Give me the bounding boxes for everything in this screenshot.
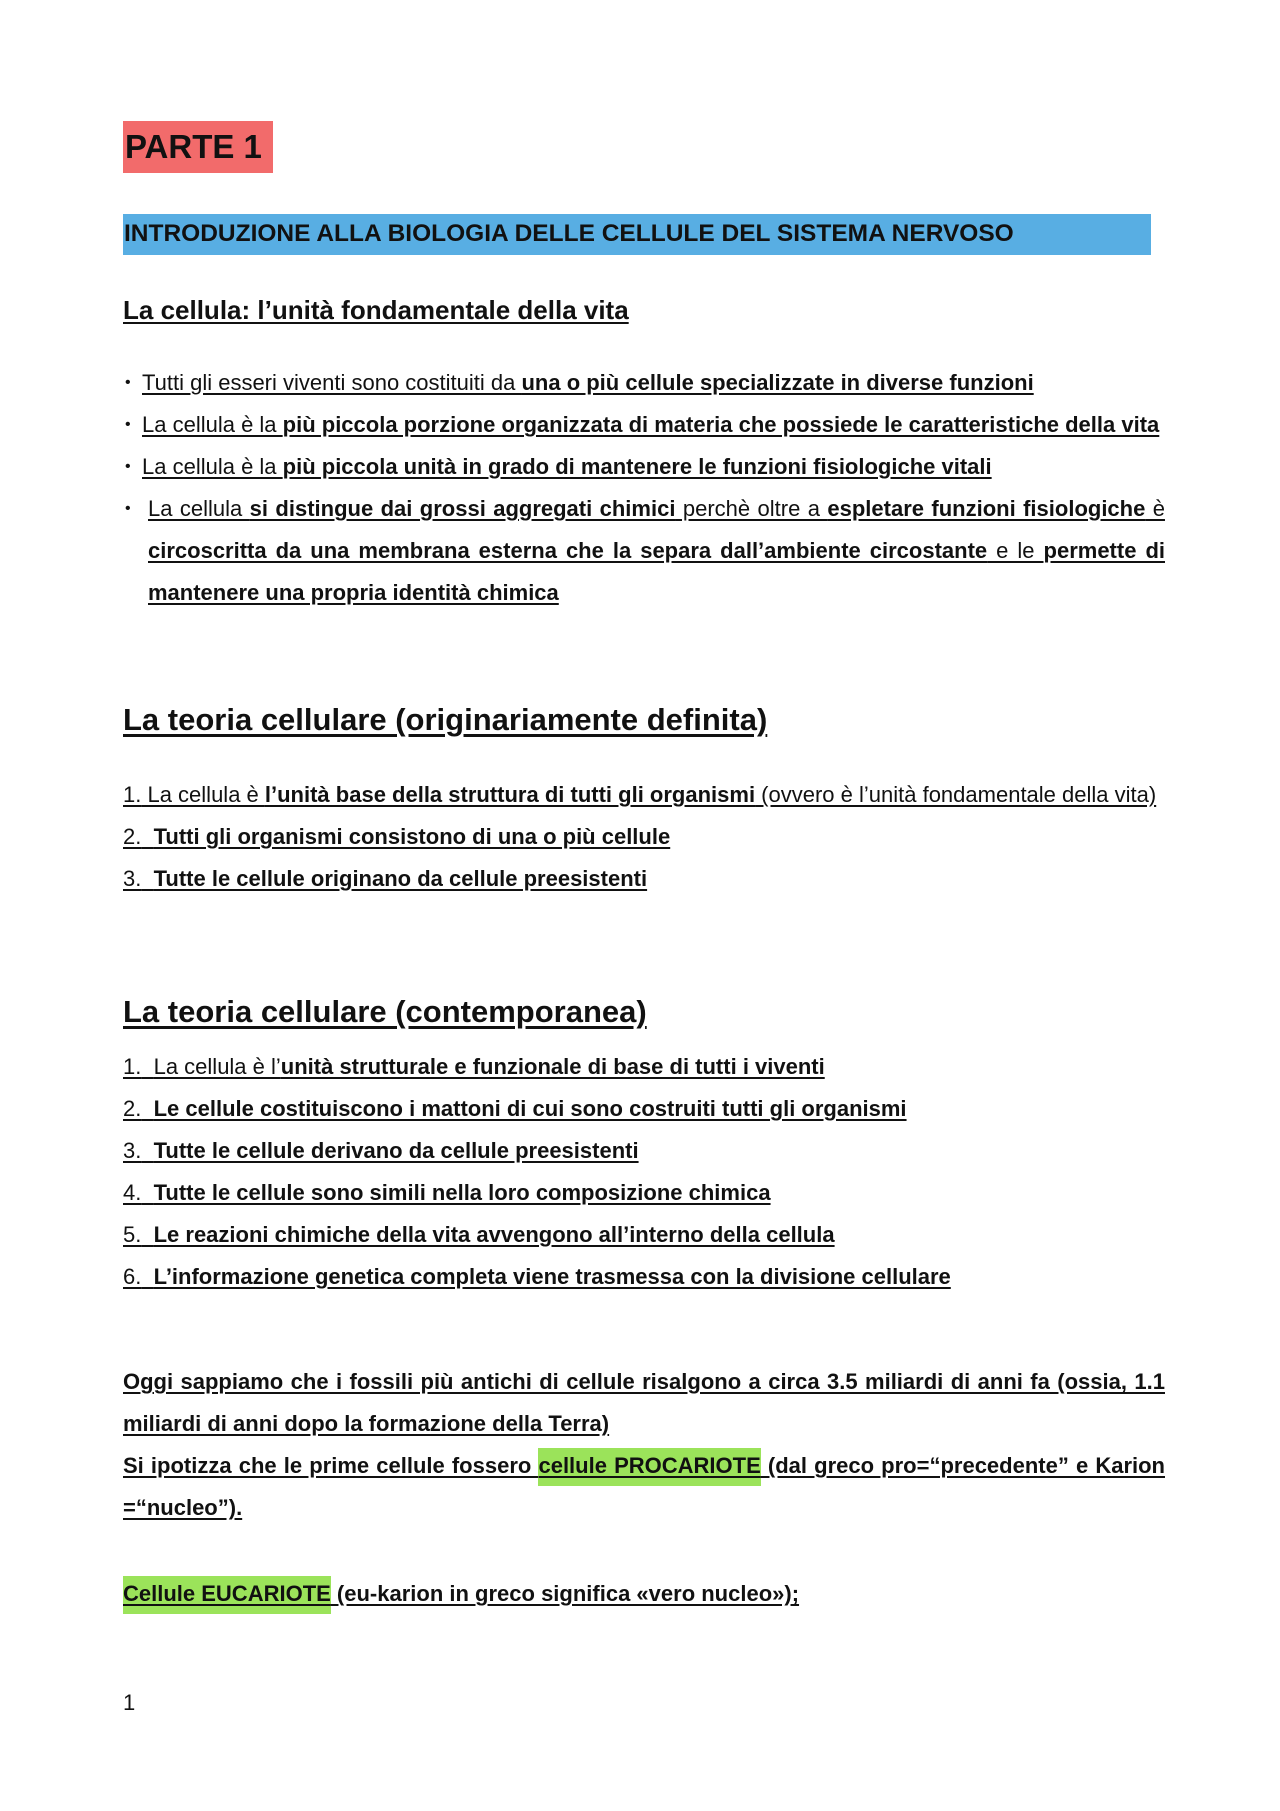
list-item: 4. Tutte le cellule sono simili nella loro composizione chimica [123,1180,771,1205]
theory-original-list [123,774,1165,900]
section-banner: INTRODUZIONE ALLA BIOLOGIA DELLE CELLULE DEL SISTEMA NERVOSO [123,214,1151,255]
list-item: 3. Tutte le cellule derivano da cellule preesistenti [123,1138,639,1163]
list-item: 1. La cellula è l’unità strutturale e funzionale di base di tutti i viventi [123,1054,825,1079]
bullet-icon: • [125,374,131,391]
theory-modern-list [123,1046,1165,1298]
theory-modern-heading: La teoria cellulare (contemporanea) [123,994,647,1029]
list-item: 1. La cellula è l’unità base della struttura di tutti gli organismi (ovvero è l’unità fondamentale della vita) [123,782,1157,807]
eucariote-highlight: Cellule EUCARIOTE [123,1576,331,1614]
cell-heading: La cellula: l’unità fondamentale della vita [123,295,629,325]
procariote-paragraph: Si ipotizza che le prime cellule fossero cellule PROCARIOTE (dal greco pro=“precedente” e Karion =“nucleo”). [123,1445,1165,1529]
page-number: 1 [123,1690,136,1715]
cell-bullet-list [123,362,1165,614]
theory-original-heading: La teoria cellulare (originariamente definita) [123,702,768,737]
bullet-icon: • [125,500,131,517]
fossils-paragraph: Oggi sappiamo che i fossili più antichi di cellule risalgono a circa 3.5 miliardi di anni fa (ossia, 1.1 miliardi di anni dopo la formazione della Terra) [123,1369,1165,1436]
list-item: • La cellula è la più piccola unità in grado di mantenere le funzioni fisiologiche vitali [123,446,1165,488]
procariote-highlight: cellule PROCARIOTE [538,1448,760,1486]
list-item: 6. L’informazione genetica completa viene trasmessa con la divisione cellulare [123,1264,951,1289]
list-item: 2. Tutti gli organismi consistono di una o più cellule [123,824,671,849]
bullet-icon: • [125,458,131,475]
list-item: • Tutti gli esseri viventi sono costituiti da una o più cellule specializzate in diverse funzioni [123,362,1165,404]
eucariote-paragraph: Cellule EUCARIOTE (eu-karion in greco significa «vero nucleo»); [123,1573,1165,1615]
list-item: 5. Le reazioni chimiche della vita avvengono all’interno della cellula [123,1222,835,1247]
list-item: • La cellula è la più piccola porzione organizzata di materia che possiede le caratteristiche della vita [123,404,1165,446]
list-item: 2. Le cellule costituiscono i mattoni di cui sono costruiti tutti gli organismi [123,1096,907,1121]
list-item: • La cellula si distingue dai grossi aggregati chimici perchè oltre a espletare funzioni fisiologiche è circoscritta da una membrana esterna che la separa dall’ambiente circostante e le permette di mantenere una propria identità chimica [123,488,1165,614]
bullet-icon: • [125,416,131,433]
part-title: PARTE 1 [123,121,273,173]
list-item: 3. Tutte le cellule originano da cellule preesistenti [123,866,648,891]
